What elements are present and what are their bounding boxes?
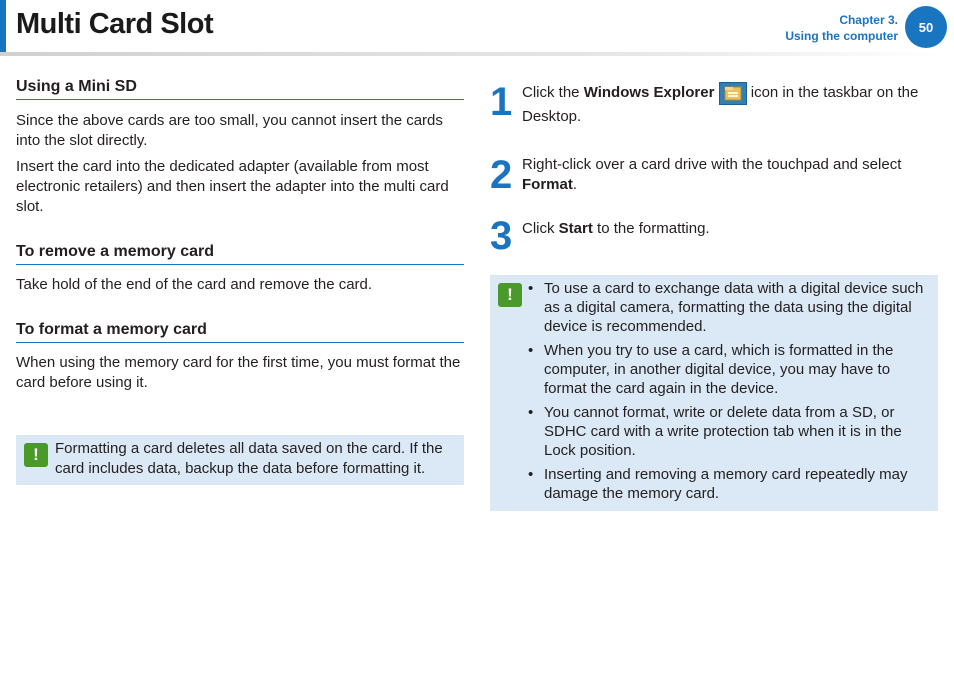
page-title: Multi Card Slot — [16, 8, 214, 40]
step-1-text-pre: Click the — [522, 84, 584, 101]
step-3-text-post: to the formatting. — [592, 220, 710, 237]
section-heading-format: To format a memory card — [16, 321, 464, 343]
caution-note-right — [490, 275, 938, 511]
mini-sd-paragraph-2: Insert the card into the dedicated adapter (available from most electronic retailers) and then insert the adapter into the multi card slot. — [16, 158, 449, 215]
caution-note-left — [16, 435, 464, 485]
page-number-badge: 50 — [905, 6, 947, 48]
chapter-number: Chapter 3. — [839, 13, 898, 27]
title-divider — [0, 52, 940, 56]
exclamation-icon: ! — [24, 443, 48, 467]
caution-note-text: Formatting a card deletes all data saved on the card. If the card includes data, backup the data before formatting it. — [55, 440, 443, 477]
step-2-text-post: . — [572, 176, 578, 193]
title-accent-bar — [0, 0, 6, 52]
caution-bullet-list — [528, 279, 932, 508]
step-2-text — [522, 155, 932, 195]
chapter-label — [785, 12, 898, 44]
list-item-text: Inserting and removing a memory card repeatedly may damage the memory card. — [544, 466, 908, 502]
step-1-text-bold: Windows Explorer — [583, 84, 715, 101]
exclamation-icon: ! — [498, 283, 522, 307]
step-1-text-post: icon in the taskbar on the Desktop. — [522, 84, 919, 125]
remove-paragraph: Take hold of the end of the card and remove the card. — [16, 276, 373, 293]
chapter-title: Using the computer — [785, 29, 898, 43]
list-item: • To use a card to exchange data with a digital device such as a digital camera, formatting the data using the digital device is recommended. — [528, 280, 924, 335]
format-paragraph: When using the memory card for the first time, you must format the card before using it. — [16, 354, 461, 391]
section-heading-mini-sd: Using a Mini SD — [16, 78, 464, 100]
step-2-text-bold: Format — [522, 176, 573, 193]
step-3-text — [522, 217, 932, 240]
step-number-2: 2 — [490, 153, 513, 197]
list-item: • You cannot format, write or delete data from a SD, or SDHC card with a write protection tab when it is in the Lock position. — [528, 404, 902, 459]
list-item-text: You cannot format, write or delete data from a SD, or SDHC card with a write protection tab when it is in the Lock position. — [544, 404, 902, 459]
step-3-text-bold: Start — [558, 220, 593, 237]
list-item: • When you try to use a card, which is formatted in the computer, in another digital device, you may have to format the card again in the device. — [528, 342, 894, 397]
step-3-text-pre: Click — [522, 220, 559, 237]
step-2-text-pre: Right-click over a card drive with the touchpad and select — [522, 156, 902, 173]
list-item: • Inserting and removing a memory card repeatedly may damage the memory card. — [528, 466, 908, 502]
list-item-text: To use a card to exchange data with a digital device such as a digital camera, formatting the data using the digital device is recommended. — [544, 280, 924, 335]
list-item-text: When you try to use a card, which is formatted in the computer, in another digital device, you may have to format the card again in the device. — [544, 342, 894, 397]
step-1-text — [522, 81, 932, 128]
windows-explorer-icon — [719, 82, 747, 105]
step-number-1: 1 — [490, 80, 513, 124]
step-number-3: 3 — [490, 214, 513, 258]
left-column — [16, 78, 464, 393]
mini-sd-paragraph-1: Since the above cards are too small, you cannot insert the cards into the slot directly. — [16, 112, 443, 149]
section-heading-remove: To remove a memory card — [16, 243, 464, 265]
